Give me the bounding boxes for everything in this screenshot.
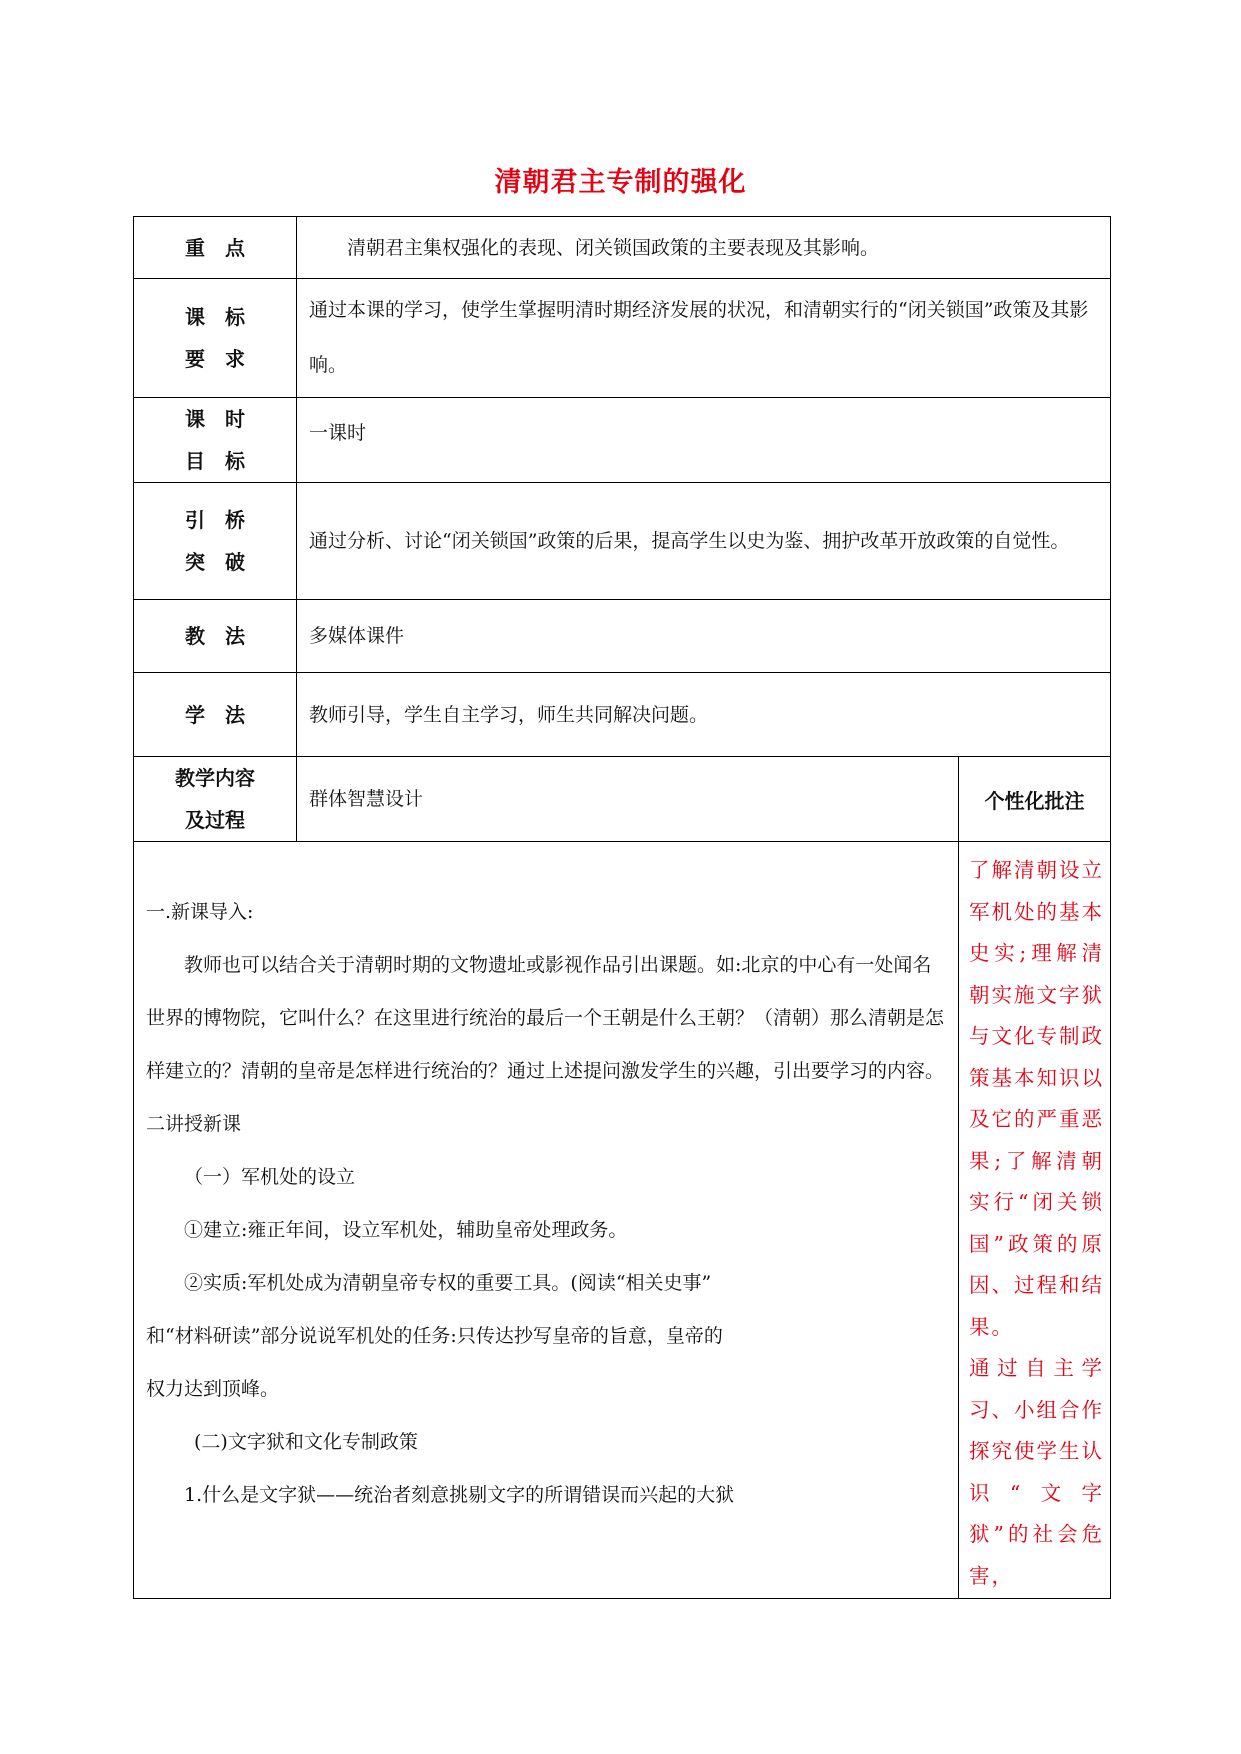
label-lesson-time: 课 时 目 标 <box>134 398 297 483</box>
label-process: 教学内容 及过程 <box>134 757 297 842</box>
row-breakthrough <box>134 483 1111 600</box>
learning-method-text: 教师引导，学生自主学习，师生共同解决问题。 <box>297 673 1111 757</box>
label-key-points: 重 点 <box>134 217 297 279</box>
lesson-plan-table <box>133 216 1111 1599</box>
section-1-item-2-cont-2: 权力达到顶峰。 <box>146 1378 280 1400</box>
lesson-body <box>134 842 959 1599</box>
teaching-method-text: 多媒体课件 <box>297 600 1111 673</box>
label-breakthrough: 引 桥 突 破 <box>134 483 297 600</box>
note-paragraph-2: 通过自主学习、小组合作探究使学生认识“文字狱”的社会危害， <box>969 1356 1105 1588</box>
key-points-text: 清朝君主集权强化的表现、闭关锁国政策的主要表现及其影响。 <box>297 217 1111 279</box>
row-body <box>134 842 1111 1599</box>
row-lesson-time <box>134 398 1111 483</box>
label-curriculum: 课 标 要 求 <box>134 279 297 398</box>
intro-paragraph: 教师也可以结合关于清朝时期的文物遗址或影视作品引出课题。如:北京的中心有一处闻名世界的博物院，它叫什么？在这里进行统治的最后一个王朝是什么王朝？（清朝）那么清朝是怎样建立的？清朝的皇帝是怎样进行统治的？通过上述提问激发学生的兴趣，引出要学习的内容。 <box>146 954 945 1082</box>
section-2-heading: (二)文字狱和文化专制政策 <box>194 1431 418 1453</box>
section-1-item-2: ②实质:军机处成为清朝皇帝专权的重要工具。(阅读“相关史事” <box>184 1272 712 1294</box>
row-process-header <box>134 757 1111 842</box>
personal-notes <box>959 842 1111 1599</box>
section-1-item-1: ①建立:雍正年间，设立军机处，辅助皇帝处理政务。 <box>184 1219 628 1241</box>
note-paragraph-1: 了解清朝设立军机处的基本史实;理解清朝实施文字狱与文化专制政策基本知识以及它的严重恶果;了解清朝实行“闭关锁国”政策的原因、过程和结果。 <box>969 858 1105 1339</box>
page-title: 清朝君主专制的强化 <box>494 167 747 198</box>
curriculum-text: 通过本课的学习，使学生掌握明清时期经济发展的状况，和清朝实行的“闭关锁国”政策及其影响。 <box>297 279 1111 398</box>
row-teaching-method <box>134 600 1111 673</box>
section-1-item-2-cont-1: 和“材料研读”部分说说军机处的任务:只传达抄写皇帝的旨意，皇帝的 <box>146 1325 723 1347</box>
breakthrough-text: 通过分析、讨论“闭关锁国”政策的后果，提高学生以史为鉴、拥护改革开放政策的自觉性。 <box>297 483 1111 600</box>
notes-heading: 个性化批注 <box>959 757 1111 842</box>
section-2-item-1: 1.什么是文字狱——统治者刻意挑剔文字的所谓错误而兴起的大狱 <box>184 1484 735 1506</box>
label-learning-method: 学 法 <box>134 673 297 757</box>
new-lesson-heading: 二讲授新课 <box>146 1113 242 1135</box>
section-1-heading: （一）军机处的设立 <box>184 1166 356 1188</box>
row-key-points <box>134 217 1111 279</box>
intro-heading: 一.新课导入: <box>146 901 254 923</box>
row-learning-method <box>134 673 1111 757</box>
row-curriculum <box>134 279 1111 398</box>
lesson-time-text: 一课时 <box>297 398 1111 483</box>
label-teaching-method: 教 法 <box>134 600 297 673</box>
design-heading: 群体智慧设计 <box>297 757 959 842</box>
